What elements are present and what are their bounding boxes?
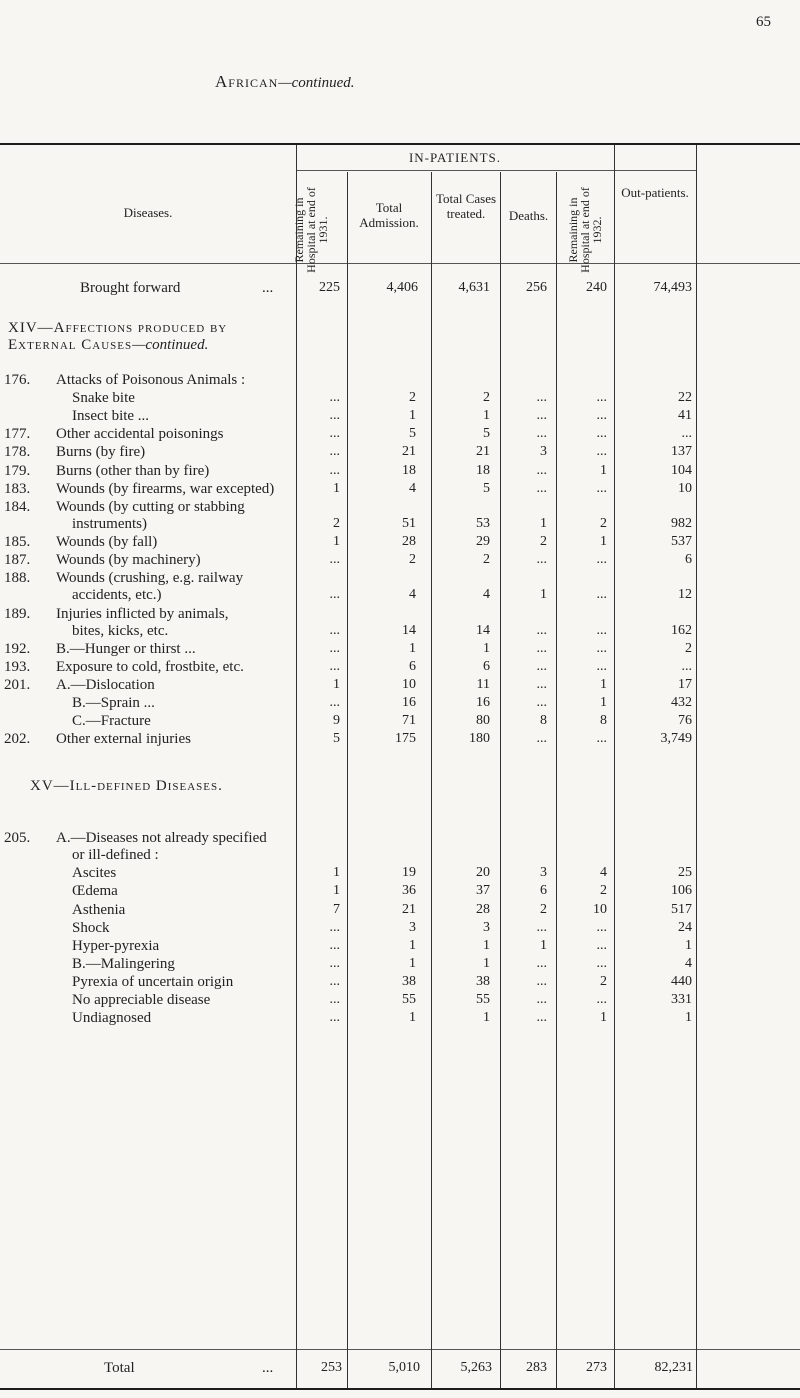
value-cell: 5	[483, 480, 490, 496]
value-cell: 22	[678, 390, 692, 406]
col-divider	[431, 172, 432, 1388]
value-cell: 1	[685, 937, 692, 953]
row-label: A.—Dislocation	[56, 677, 155, 693]
value-cell: 1	[483, 1010, 490, 1026]
value-cell: ...	[329, 973, 340, 989]
section-xiv-heading: XIV—Affections produced by External Causes—continued.	[8, 320, 228, 353]
table-row	[0, 570, 800, 604]
value-cell: 21	[402, 901, 416, 917]
value-cell: 5	[333, 731, 340, 747]
value-cell: 517	[671, 901, 692, 917]
value-cell: 1	[409, 408, 416, 424]
value-cell: 25	[678, 865, 692, 881]
value-cell: 2	[600, 515, 607, 531]
brought-forward-label: Brought forward	[80, 280, 181, 296]
row-label: Insect bite ...	[72, 408, 150, 425]
value-cell: 4	[409, 587, 416, 603]
table-row	[0, 606, 800, 640]
value-cell: ...	[329, 992, 340, 1007]
value-cell: 11	[476, 677, 490, 692]
header-bottom-rule	[0, 263, 800, 264]
value-cell: 6	[685, 552, 692, 568]
value-cell: 3	[409, 919, 416, 935]
value-cell: 38	[476, 973, 490, 989]
total-cell: 5,263	[460, 1360, 492, 1375]
value-cell: 17	[678, 677, 692, 692]
value-cell: 10	[593, 901, 607, 917]
table-row	[0, 920, 800, 937]
value-cell: ...	[536, 390, 547, 406]
row-number: 192.	[4, 640, 31, 657]
row-label: Pyrexia of uncertain origin	[72, 973, 234, 990]
value-cell: 16	[476, 695, 490, 711]
row-number: 201.	[4, 677, 31, 693]
total-cell: 283	[526, 1360, 547, 1375]
value-cell: ...	[536, 677, 547, 692]
row-label: Shock	[72, 919, 110, 936]
value-cell: 14	[476, 622, 490, 638]
value-cell: 10	[678, 480, 692, 496]
row-number: 185.	[4, 534, 31, 550]
value-cell: ...	[329, 462, 340, 478]
row-label: Œdema	[72, 883, 118, 900]
section-xv-heading: XV—Ill-defined Diseases.	[30, 778, 223, 794]
table-row	[0, 902, 800, 919]
value-cell: ...	[681, 658, 692, 674]
value-cell: ...	[596, 955, 607, 971]
deaths-header: Deaths.	[508, 208, 549, 223]
value-cell: 2	[600, 883, 607, 899]
row-label: C.—Fracture	[72, 713, 151, 730]
value-cell: 1	[333, 677, 340, 692]
row-label: Ascites	[72, 865, 117, 882]
value-cell: 1	[333, 865, 340, 881]
value-cell: 3	[540, 865, 547, 881]
value-cell: 20	[476, 865, 490, 881]
row-number: 184.	[4, 498, 31, 515]
value-cell: 180	[469, 731, 490, 747]
value-cell: 2	[600, 973, 607, 989]
table-row	[0, 534, 800, 551]
value-cell: ...	[596, 640, 607, 656]
value-cell: ...	[329, 552, 340, 568]
table-row	[0, 830, 800, 864]
row-label: Injuries inflicted by animals,	[56, 605, 229, 622]
col-divider	[296, 145, 297, 1388]
value-cell: 1	[600, 695, 607, 711]
remaining-start-header: Remaining in Hospital at end of 1931.	[292, 187, 330, 273]
value-cell: ...	[536, 695, 547, 711]
value-cell: ...	[596, 390, 607, 406]
table-row	[0, 552, 800, 569]
table-row	[0, 974, 800, 991]
value-cell: 1	[540, 587, 547, 603]
value-cell: ...	[329, 390, 340, 406]
value-cell: ...	[329, 640, 340, 656]
row-label: Burns (by fire)	[56, 444, 146, 461]
value-cell: 1	[333, 883, 340, 899]
brought-forward-row: Brought forward ... 225 4,406 4,631 256 240 74,493	[80, 280, 692, 296]
value-cell: 225	[319, 280, 340, 295]
value-cell: ...	[329, 587, 340, 603]
table-row	[0, 641, 800, 658]
running-head: African—continued.	[215, 72, 355, 91]
value-cell: 1	[540, 515, 547, 531]
value-cell: 4	[409, 480, 416, 496]
value-cell: 2	[483, 552, 490, 568]
value-cell: 1	[409, 1010, 416, 1026]
total-row: Total ... 253 5,010 5,263 283 273 82,231	[104, 1360, 693, 1376]
value-cell: 5	[483, 426, 490, 442]
value-cell: 6	[483, 658, 490, 674]
value-cell: ...	[596, 992, 607, 1007]
value-cell: 29	[476, 534, 490, 549]
value-cell: ...	[536, 731, 547, 747]
table-row	[0, 659, 800, 676]
value-cell: ...	[329, 622, 340, 638]
table-row	[0, 499, 800, 533]
value-cell: 1	[600, 462, 607, 478]
row-number: 183.	[4, 480, 31, 497]
table-row	[0, 713, 800, 730]
value-cell: ...	[596, 731, 607, 747]
table-row	[0, 390, 800, 407]
value-cell: 1	[483, 937, 490, 953]
table-row	[0, 938, 800, 955]
table-row	[0, 372, 800, 389]
value-cell: ...	[596, 408, 607, 424]
table-row	[0, 865, 800, 882]
remaining-end-header: Remaining in Hospital at end of 1932.	[566, 187, 604, 273]
value-cell: ...	[681, 426, 692, 442]
value-cell: 10	[402, 677, 416, 692]
value-cell: 28	[476, 901, 490, 917]
value-cell: 331	[671, 992, 692, 1007]
value-cell: 2	[685, 640, 692, 656]
row-label: B.—Hunger or thirst ...	[56, 640, 196, 657]
value-cell: 21	[402, 444, 416, 460]
table-top-rule	[0, 143, 800, 145]
value-cell: 55	[476, 992, 490, 1007]
row-label: Wounds (by machinery)	[56, 552, 201, 569]
value-cell: 71	[402, 713, 416, 729]
value-cell: 12	[678, 587, 692, 603]
value-cell: ...	[536, 919, 547, 935]
row-label: No appreciable disease	[72, 992, 211, 1008]
page-number: 65	[756, 14, 771, 30]
value-cell: ...	[329, 955, 340, 971]
value-cell: 175	[395, 731, 416, 747]
value-cell: ...	[536, 973, 547, 989]
value-cell: 432	[671, 695, 692, 711]
value-cell: 14	[402, 622, 416, 638]
value-cell: 53	[476, 515, 490, 531]
row-number: 179.	[4, 462, 31, 479]
value-cell: ...	[596, 937, 607, 953]
value-cell: ...	[536, 462, 547, 478]
value-cell: 440	[671, 973, 692, 989]
value-cell: 1	[685, 1010, 692, 1026]
value-cell: ...	[596, 552, 607, 568]
value-cell: 1	[333, 480, 340, 496]
table-row	[0, 463, 800, 480]
value-cell: 1	[483, 955, 490, 971]
row-number: 202.	[4, 731, 31, 748]
table-row	[0, 426, 800, 443]
col-divider	[696, 145, 697, 1388]
value-cell: 106	[671, 883, 692, 899]
total-cell: 253	[321, 1360, 342, 1375]
value-cell: 76	[678, 713, 692, 729]
value-cell: ...	[596, 622, 607, 638]
value-cell: 6	[409, 658, 416, 674]
value-cell: 4	[600, 865, 607, 881]
row-label: Other external injuries	[56, 731, 191, 748]
value-cell: 104	[671, 462, 692, 478]
value-cell: 8	[600, 713, 607, 729]
value-cell: 2	[333, 515, 340, 531]
value-cell: 1	[600, 1010, 607, 1026]
row-label: Snake bite	[72, 390, 135, 407]
total-rule	[0, 1349, 800, 1350]
value-cell: 3,749	[660, 731, 692, 747]
value-cell: ...	[596, 444, 607, 460]
value-cell: 1	[333, 534, 340, 549]
row-number: 177.	[4, 426, 31, 443]
total-admission-header: Total Admission.	[359, 200, 419, 230]
value-cell: ...	[536, 1010, 547, 1026]
col-divider	[500, 172, 501, 1388]
value-cell: 16	[402, 695, 416, 711]
value-cell: 38	[402, 973, 416, 989]
value-cell: 2	[409, 390, 416, 406]
value-cell: ...	[329, 1010, 340, 1026]
table-bottom-rule	[0, 1388, 800, 1390]
row-label: Exposure to cold, frostbite, etc.	[56, 658, 244, 675]
value-cell: 1	[409, 955, 416, 971]
row-label: Wounds (by fall)	[56, 534, 158, 550]
inpatients-rule	[296, 170, 696, 171]
value-cell: 162	[671, 622, 692, 638]
value-cell: ...	[329, 919, 340, 935]
value-cell: 4,631	[458, 280, 490, 295]
value-cell: 240	[586, 280, 607, 295]
value-cell: 19	[402, 865, 416, 881]
value-cell: 4,406	[386, 280, 418, 295]
row-number: 176.	[4, 372, 31, 388]
value-cell: ...	[536, 992, 547, 1007]
value-cell: 8	[540, 713, 547, 729]
value-cell: 1	[540, 937, 547, 953]
value-cell: 537	[671, 534, 692, 549]
value-cell: 1	[409, 937, 416, 953]
value-cell: 256	[526, 280, 547, 295]
row-label: Asthenia	[72, 901, 126, 918]
value-cell: 982	[671, 515, 692, 531]
table-row	[0, 695, 800, 712]
value-cell: ...	[329, 444, 340, 460]
value-cell: 4	[685, 955, 692, 971]
value-cell: 2	[409, 552, 416, 568]
row-number: 189.	[4, 605, 31, 622]
value-cell: ...	[329, 937, 340, 953]
value-cell: 3	[540, 444, 547, 460]
value-cell: 2	[540, 534, 547, 549]
row-label: accidents, etc.)	[72, 587, 162, 604]
row-number: 178.	[4, 444, 31, 461]
col-divider	[556, 172, 557, 1388]
row-label: Wounds (by cutting or stabbing	[56, 498, 245, 515]
total-cases-header: Total Cases treated.	[435, 191, 497, 221]
value-cell: 2	[540, 901, 547, 917]
value-cell: ...	[596, 480, 607, 496]
value-cell: 1	[483, 408, 490, 424]
row-label: Attacks of Poisonous Animals :	[56, 372, 246, 388]
value-cell: 36	[402, 883, 416, 899]
table-row	[0, 408, 800, 425]
table-row	[0, 883, 800, 900]
row-number: 193.	[4, 658, 31, 675]
row-label: B.—Sprain ...	[72, 695, 155, 712]
value-cell: 55	[402, 992, 416, 1007]
row-label: Wounds (by firearms, war excepted)	[56, 480, 275, 497]
col-divider	[347, 172, 348, 1388]
inpatients-header: IN-PATIENTS.	[408, 150, 502, 165]
value-cell: ...	[536, 658, 547, 674]
value-cell: ...	[329, 408, 340, 424]
value-cell: 74,493	[653, 280, 692, 295]
col-divider	[614, 145, 615, 1388]
value-cell: 7	[333, 901, 340, 917]
value-cell: 1	[483, 640, 490, 656]
value-cell: ...	[536, 480, 547, 496]
row-label: Other accidental poisonings	[56, 426, 224, 443]
value-cell: 37	[476, 883, 490, 899]
value-cell: 5	[409, 426, 416, 442]
value-cell: ...	[536, 426, 547, 442]
table-row	[0, 731, 800, 748]
value-cell: 18	[402, 462, 416, 478]
value-cell: 28	[402, 534, 416, 549]
value-cell: ...	[329, 426, 340, 442]
value-cell: 4	[483, 587, 490, 603]
value-cell: ...	[536, 640, 547, 656]
table-row	[0, 956, 800, 973]
row-label: or ill-defined :	[72, 847, 159, 864]
row-label: instruments)	[72, 515, 147, 532]
value-cell: 3	[483, 919, 490, 935]
table-row	[0, 677, 800, 694]
row-label: Undiagnosed	[72, 1010, 152, 1027]
value-cell: 80	[476, 713, 490, 729]
value-cell: ...	[329, 658, 340, 674]
value-cell: 51	[402, 515, 416, 531]
total-cell: 82,231	[654, 1360, 693, 1375]
table-row	[0, 481, 800, 498]
value-cell: 1	[600, 534, 607, 549]
value-cell: ...	[536, 552, 547, 568]
value-cell: 1	[600, 677, 607, 692]
value-cell: 6	[540, 883, 547, 899]
row-number: 187.	[4, 552, 31, 569]
row-number: 205.	[4, 830, 31, 846]
value-cell: 9	[333, 713, 340, 729]
value-cell: 1	[409, 640, 416, 656]
diseases-header: Diseases.	[123, 205, 173, 220]
value-cell: 41	[678, 408, 692, 424]
value-cell: 24	[678, 919, 692, 935]
total-cell: 5,010	[388, 1360, 420, 1375]
table-row	[0, 1010, 800, 1027]
row-number: 188.	[4, 570, 31, 587]
value-cell: ...	[596, 658, 607, 674]
value-cell: 2	[483, 390, 490, 406]
row-label: B.—Malingering	[72, 955, 175, 972]
row-label: Burns (other than by fire)	[56, 462, 210, 479]
row-label: Hyper-pyrexia	[72, 937, 160, 954]
value-cell: ...	[536, 408, 547, 424]
value-cell: 21	[476, 444, 490, 460]
value-cell: ...	[329, 695, 340, 711]
row-label: A.—Diseases not already specified	[56, 830, 267, 846]
value-cell: ...	[536, 622, 547, 638]
value-cell: ...	[596, 426, 607, 442]
value-cell: ...	[596, 587, 607, 603]
outpatients-header: Out-patients.	[621, 185, 689, 200]
row-label: bites, kicks, etc.	[72, 622, 169, 639]
value-cell: ...	[536, 955, 547, 971]
value-cell: 18	[476, 462, 490, 478]
total-cell: 273	[586, 1360, 607, 1375]
value-cell: ...	[596, 919, 607, 935]
row-label: Wounds (crushing, e.g. railway	[56, 570, 244, 587]
table-row	[0, 444, 800, 461]
total-label: Total	[104, 1360, 135, 1376]
table-row	[0, 992, 800, 1009]
value-cell: 137	[671, 444, 692, 460]
